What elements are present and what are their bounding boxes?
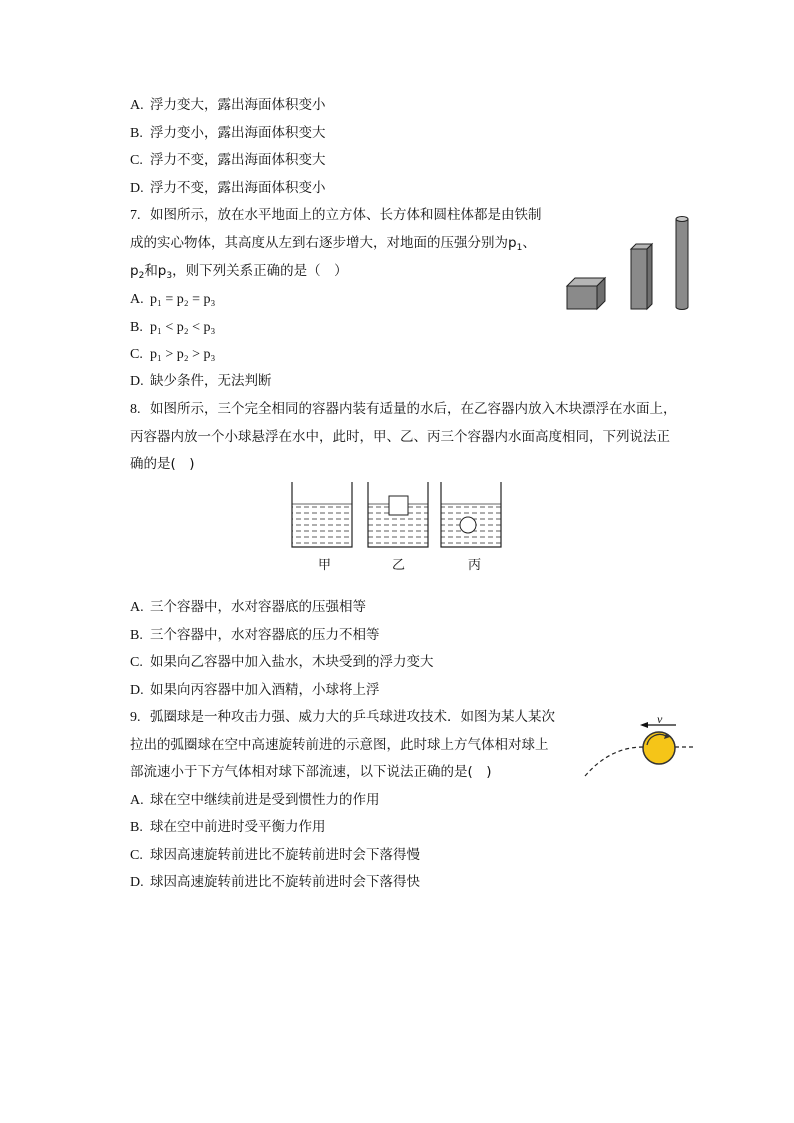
q7-solids-figure [560,210,700,315]
q7-option-c [130,345,215,364]
velocity-label: v [657,712,663,726]
q7-option-b [130,318,215,337]
option-letter: D. [130,181,144,196]
option-text: p₁ > p₂ > p₃ [150,347,216,362]
q8-text-1: 如图所示，三个完全相同的容器内装有适量的水后，在乙容器内放入木块漂浮在水面上， [150,401,677,417]
q9-option-d [130,873,420,892]
subscript: 2 [138,271,145,281]
option-text: 球在空中继续前进是受到惯性力的作用 [150,792,380,808]
q8-option-b [130,626,380,645]
label-jia: 甲 [318,558,332,573]
option-letter: C. [130,347,143,362]
option-letter: B. [130,628,143,643]
option-text: 缺少条件，无法判断 [150,373,272,389]
option-letter: A. [130,98,144,113]
small-ball [460,517,476,533]
option-letter: D. [130,683,144,698]
q6-option-c [130,151,326,170]
option-text: p₁ = p₂ = p₃ [150,292,216,307]
subscript: 3 [166,271,173,281]
option-text: 浮力变小，露出海面体积变大 [150,125,326,141]
q7-text-2a: 成的实心物体，其高度从左到右逐步增大，对地面的压强分别为p [130,235,517,251]
q9-line-3 [130,763,492,781]
q8-text-3: 确的是( ) [130,456,195,472]
option-text: p₁ < p₂ < p₃ [150,320,216,335]
label-bing: 丙 [468,558,482,573]
q7-option-a [130,290,215,309]
option-text: 浮力变大，露出海面体积变小 [150,97,326,113]
q8-option-a [130,598,366,617]
option-letter: C. [130,848,143,863]
question-number: 8. [130,402,141,417]
option-letter: A. [130,292,144,307]
option-letter: D. [130,875,144,890]
option-text: 浮力不变，露出海面体积变大 [150,152,326,168]
option-letter: B. [130,320,143,335]
container-bing [441,482,501,547]
option-letter: A. [130,600,144,615]
option-text: 球因高速旋转前进比不旋转前进时会下落得慢 [150,847,420,863]
q7-text-3a: p [130,263,139,279]
container-jia [292,482,352,547]
container-yi [368,482,428,547]
q7-text-3c: ，则下列关系正确的是（ ） [172,263,348,279]
q6-option-d [130,179,326,198]
q6-option-a [130,96,326,115]
option-letter: C. [130,153,143,168]
option-text: 如果向乙容器中加入盐水，木块受到的浮力变大 [150,654,434,670]
option-letter: B. [130,820,143,835]
wood-block [389,496,408,515]
option-letter: B. [130,126,143,141]
cuboid-shape [631,244,652,309]
cube-shape [567,278,605,309]
q7-text-1: 如图所示，放在水平地面上的立方体、长方体和圆柱体都是由铁制 [150,207,542,223]
question-number: 7. [130,208,141,223]
option-text: 浮力不变，露出海面体积变小 [150,180,326,196]
q9-option-a [130,791,380,810]
option-letter: C. [130,655,143,670]
q9-line-2 [130,736,549,754]
q8-option-d [130,681,380,700]
cylinder-shape [676,217,688,310]
q8-line-2 [130,428,670,446]
q8-containers-figure [288,480,508,575]
option-text: 三个容器中，水对容器底的压强相等 [150,599,366,615]
q8-line-1 [130,400,677,419]
label-yi: 乙 [392,558,406,573]
q9-ball-figure [580,712,700,787]
q7-line-3 [130,262,348,285]
q8-option-c [130,653,434,672]
option-letter: A. [130,793,144,808]
q8-line-3 [130,455,195,473]
q7-line-2 [130,234,536,257]
q9-text-3: 部流速小于下方气体相对球下部流速，以下说法正确的是( ) [130,764,492,780]
q8-text-2: 丙容器内放一个小球悬浮在水中，此时，甲、乙、丙三个容器内水面高度相同，下列说法正 [130,429,670,445]
q9-option-c [130,846,420,865]
q6-option-b [130,124,326,143]
q7-line-1 [130,206,542,225]
q9-line-1 [130,708,555,727]
option-letter: D. [130,374,144,389]
q9-option-b [130,818,326,837]
option-text: 球在空中前进时受平衡力作用 [150,819,326,835]
q7-text-2b: 、 [522,235,536,251]
option-text: 三个容器中，水对容器底的压力不相等 [150,627,380,643]
option-text: 如果向丙容器中加入酒精，小球将上浮 [150,682,380,698]
ping-pong-ball [643,732,675,764]
q7-option-d [130,372,272,391]
q9-text-2: 拉出的弧圈球在空中高速旋转前进的示意图，此时球上方气体相对球上 [130,737,549,753]
q9-text-1: 弧圈球是一种攻击力强、威力大的乒乓球进攻技术．如图为某人某次 [150,709,555,725]
q7-text-3b: 和p [144,263,167,279]
question-number: 9. [130,710,141,725]
subscript: 1 [516,243,523,253]
option-text: 球因高速旋转前进比不旋转前进时会下落得快 [150,874,420,890]
trajectory-path [585,747,643,776]
